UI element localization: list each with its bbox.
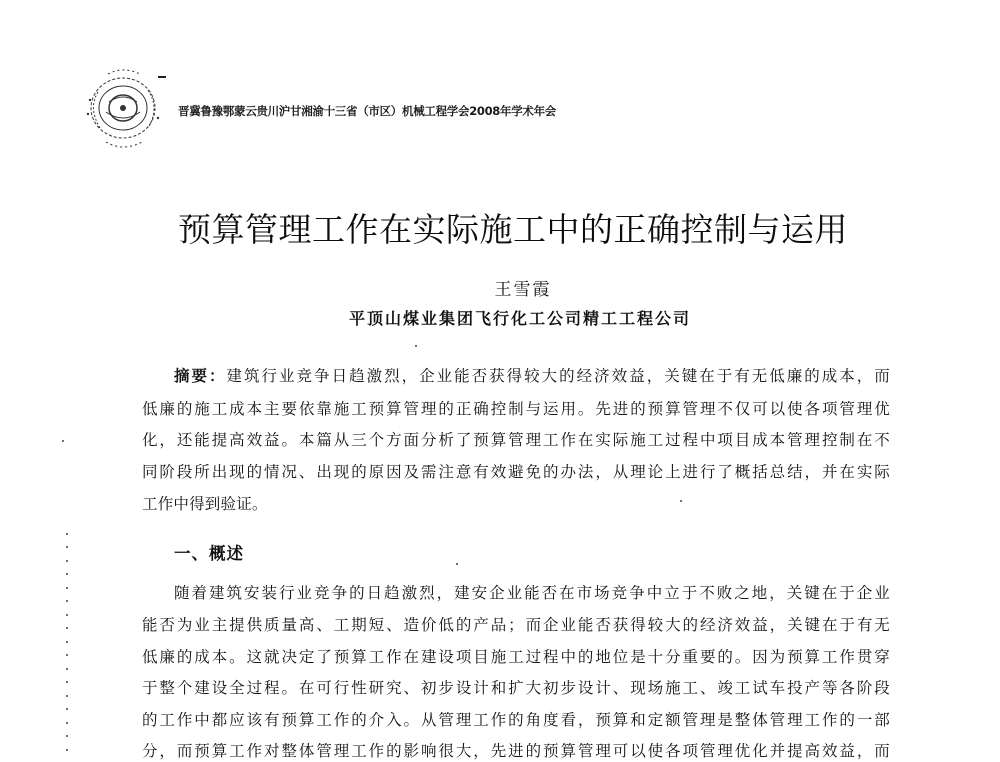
scan-speck: [680, 500, 682, 502]
author-affiliation: 平顶山煤业集团飞行化工公司精工工程公司: [348, 309, 691, 328]
scan-margin-dots: [66, 533, 72, 758]
abstract-line: 低廉的施工成本主要依靠施工预算管理的正确控制与运用。先进的预算管理不仅可以使各项管理优: [142, 400, 890, 418]
paper-title: 预算管理工作在实际施工中的正确控制与运用: [178, 210, 848, 249]
scan-speck: [456, 563, 458, 565]
body-line: 的工作中都应该有预算工作的介入。从管理工作的角度看，预算和定额管理是整体管理工作的一部: [142, 711, 890, 729]
body-line: 随着建筑安装行业竞争的日趋激烈，建安企业能否在市场竞争中立于不败之地，关键在于企业: [174, 584, 890, 602]
scan-speck: [62, 440, 64, 442]
abstract-line: 工作中得到验证。: [142, 495, 268, 513]
body-line: 能否为业主提供质量高、工期短、造价低的产品；而企业能否获得较大的经济效益，关键在于有无: [142, 616, 890, 634]
abstract-line: 化，还能提高效益。本篇从三个方面分析了预算管理工作在实际施工过程中项目成本管理控制在不: [142, 431, 890, 449]
body-line: 分，而预算工作对整体管理工作的影响很大，先进的预算管理可以使各项管理优化并提高效益，而: [142, 742, 890, 760]
abstract-text: 建筑行业竞争日趋激烈，企业能否获得较大的经济效益，关键在于有无低廉的成本，而: [226, 367, 890, 385]
scan-speck: [415, 345, 417, 347]
author-name: 王雪霞: [494, 280, 552, 300]
conference-header: 晋冀鲁豫鄂蒙云贵川沪甘湘渝十三省（市区）机械工程学会2008年学术年会: [178, 104, 557, 118]
abstract-line: 同阶段所出现的情况、出现的原因及需注意有效避免的办法，从理论上进行了概括总结，并在实际: [142, 463, 890, 481]
body-line: 于整个建设全过程。在可行性研究、初步设计和扩大初步设计、现场施工、竣工试车投产等各阶段: [142, 679, 890, 697]
abstract-label: 摘要：: [174, 367, 227, 385]
section-heading: 一、概述: [174, 544, 244, 563]
body-line: 低廉的成本。这就决定了预算工作在建设项目施工过程中的地位是十分重要的。因为预算工作贯穿: [142, 648, 890, 666]
abstract-line: [174, 365, 890, 387]
conference-logo-icon: [78, 62, 178, 154]
